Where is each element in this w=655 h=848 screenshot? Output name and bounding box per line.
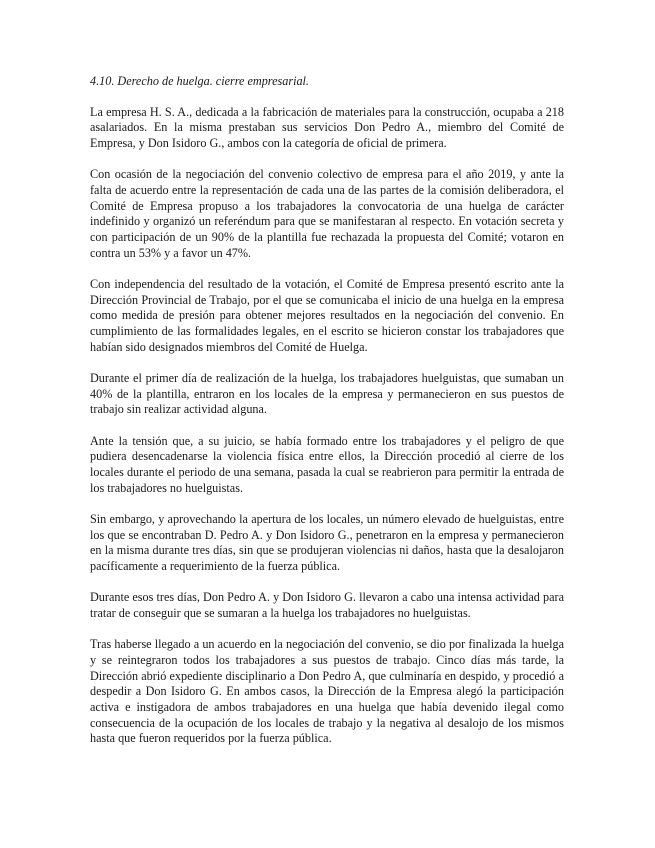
paragraph-strike-notice: Con independencia del resultado de la votación, el Comité de Empresa presentó escrito ante la Dirección Provincial de Trabajo, por el que se comunicaba el inicio de una huelga en la empresa como medida de presión para obtener mejores resultados en la negociación del convenio. En cumplimiento de las formalidades legales, en el escrito se hicieron constar los trabajadores que habían sido designados miembros del Comité de Huelga.	[90, 277, 564, 354]
paragraph-dismissal: Tras haberse llegado a un acuerdo en la negociación del convenio, se dio por finalizada la huelga y se reintegraron todos los trabajadores a sus puestos de trabajo. Cinco días más tarde, la Dirección abrió expediente disciplinario a Don Pedro A, que culminaría en despido, y procedió a despedir a Don Isidoro G. En ambos casos, la Dirección de la Empresa alegó la participación activa e instigadora de ambos trabajadores en una huelga que había devenido ilegal como consecuencia de la ocupación de los locales de trabajo y la negativa al desalojo de los mismos hasta que fueron requeridos por la fuerza pública.	[90, 637, 564, 746]
document-page	[90, 74, 564, 763]
paragraph-negotiation-referendum: Con ocasión de la negociación del convenio colectivo de empresa para el año 2019, y ante la falta de acuerdo entre la representación de cada una de las partes de la comisión deliberadora, el Comité de Empresa propuso a los trabajadores la convocatoria de una huelga de carácter indefinido y organizó un referéndum para que se manifestaran al respecto. En votación secreta y con participación de un 90% de la plantilla fue rechazada la propuesta del Comité; votaron en contra un 53% y a favor un 47%.	[90, 167, 564, 260]
paragraph-lockout: Ante la tensión que, a su juicio, se había formado entre los trabajadores y el peligro de que pudiera desencadenarse la violencia física entre ellos, la Dirección procedió al cierre de los locales durante el periodo de una semana, pasada la cual se reabrieron para permitir la entrada de los trabajadores no huelguistas.	[90, 433, 564, 495]
section-heading: 4.10. Derecho de huelga. cierre empresarial.	[90, 74, 309, 88]
paragraph-first-day: Durante el primer día de realización de la huelga, los trabajadores huelguistas, que sumaban un 40% de la plantilla, entraron en los locales de la empresa y permanecieron en sus puestos de trabajo sin realizar actividad alguna.	[90, 371, 564, 417]
paragraph-occupation: Sin embargo, y aprovechando la apertura de los locales, un número elevado de huelguistas, entre los que se encontraban D. Pedro A. y Don Isidoro G., penetraron en la empresa y permanecieron en la misma durante tres días, sin que se produjeran violencias ni daños, hasta que la desalojaron pacíficamente a requerimiento de la fuerza pública.	[90, 511, 564, 574]
paragraph-picketing: Durante esos tres días, Don Pedro A. y Don Isidoro G. llevaron a cabo una intensa actividad para tratar de conseguir que se sumaran a la huelga los trabajadores no huelguistas.	[90, 590, 564, 620]
paragraph-company-intro: La empresa H. S. A., dedicada a la fabricación de materiales para la construcción, ocupaba a 218 asalariados. En la misma prestaban sus servicios Don Pedro A., miembro del Comité de Empresa, y Don Isidoro G., ambos con la categoría de oficial de primera.	[90, 104, 564, 151]
